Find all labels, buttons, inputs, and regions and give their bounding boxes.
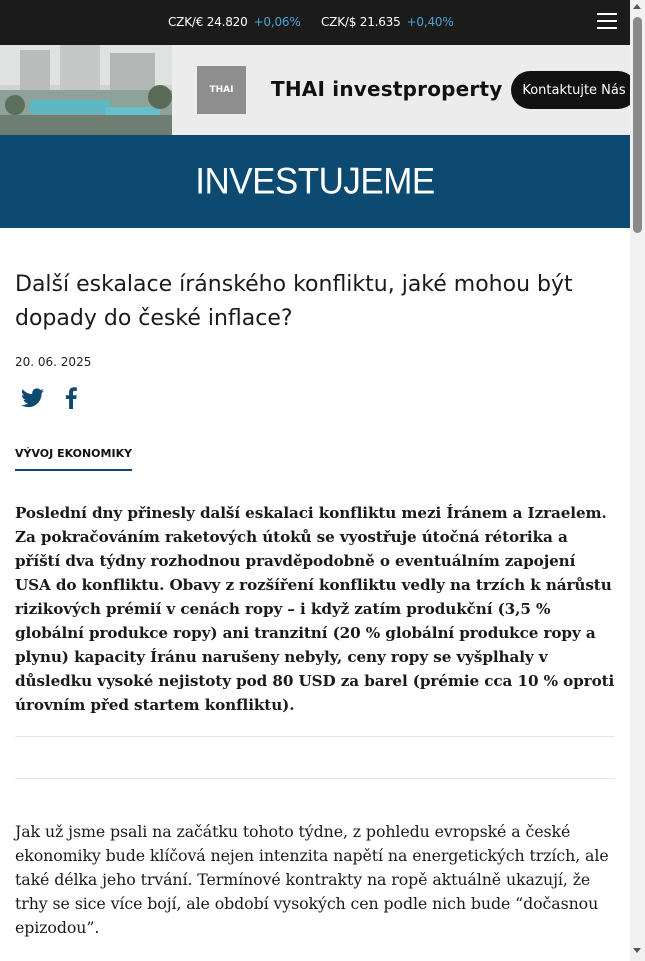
ad-logo[interactable]: THAI (197, 66, 246, 114)
scroll-up-arrow-icon[interactable] (633, 4, 641, 9)
hamburger-menu-icon[interactable] (597, 13, 617, 31)
article-title: Další eskalace íránského konfliktu, jaké mohou být dopady do české inflace? (15, 272, 573, 331)
scrollbar-thumb[interactable] (633, 17, 642, 233)
site-header (0, 135, 630, 228)
ad-title[interactable]: THAI investproperty (271, 77, 503, 101)
article-lead: Poslední dny přinesly další eskalaci konfliktu mezi Íránem a Izraelem. Za pokračováním raketových útoků se vyostřuje útočná rétorika a příští dva týdny rozhodnou pravděpodobně o eventuálním zapojení USA do konfliktu. Obavy z rozšíření konfliktu vedly na trzích k nárůstu rizikových prémií v cenách ropy – i když zatím produkční (3,5 % globální produkce ropy) ani tranzitní (20 % globální produkce ropy a plynu) kapacity Íránu narušeny nebyly, ceny ropy se vyšplhaly v důsledku vysoké nejistoty pod 80 USD za barel (prémie cca 10 % oproti úrovním před startem konfliktu). (15, 504, 615, 714)
ticker-czk-usd (321, 15, 454, 29)
article-paragraph: Jak už jsme psali na začátku tohoto týdne, z pohledu evropské a české ekonomiky bude klíčová nejen intenzita napětí na energetických trzích, ale také délka jeho trvání. Termínové kontrakty na ropě aktuálně ukazují, že trhy se sice více bojí, ale období vysokých cen podle nich bude “dočasnou epizodou”. (15, 822, 609, 937)
ticker-czk-eur (168, 15, 301, 29)
contact-us-button[interactable]: Kontaktujte Nás (511, 71, 630, 109)
ticker-usd-rate: CZK/$ 21.635 (321, 15, 401, 29)
category-tag[interactable]: VÝVOJ EKONOMIKY (15, 447, 132, 471)
facebook-icon[interactable] (63, 387, 79, 409)
twitter-icon[interactable] (21, 388, 44, 408)
scroll-down-arrow-icon[interactable] (633, 948, 641, 953)
ticker-eur-rate: CZK/€ 24.820 (168, 15, 248, 29)
ticker-eur-change: +0,06% (253, 15, 301, 29)
top-ticker-bar (0, 0, 630, 45)
ticker-usd-change: +0,40% (406, 15, 454, 29)
site-logo[interactable]: INVESTUJEME (195, 160, 435, 202)
ad-photo (0, 45, 172, 135)
divider (15, 778, 615, 779)
ad-banner[interactable] (0, 45, 630, 135)
divider (15, 736, 615, 737)
article-date: 20. 06. 2025 (15, 355, 92, 369)
